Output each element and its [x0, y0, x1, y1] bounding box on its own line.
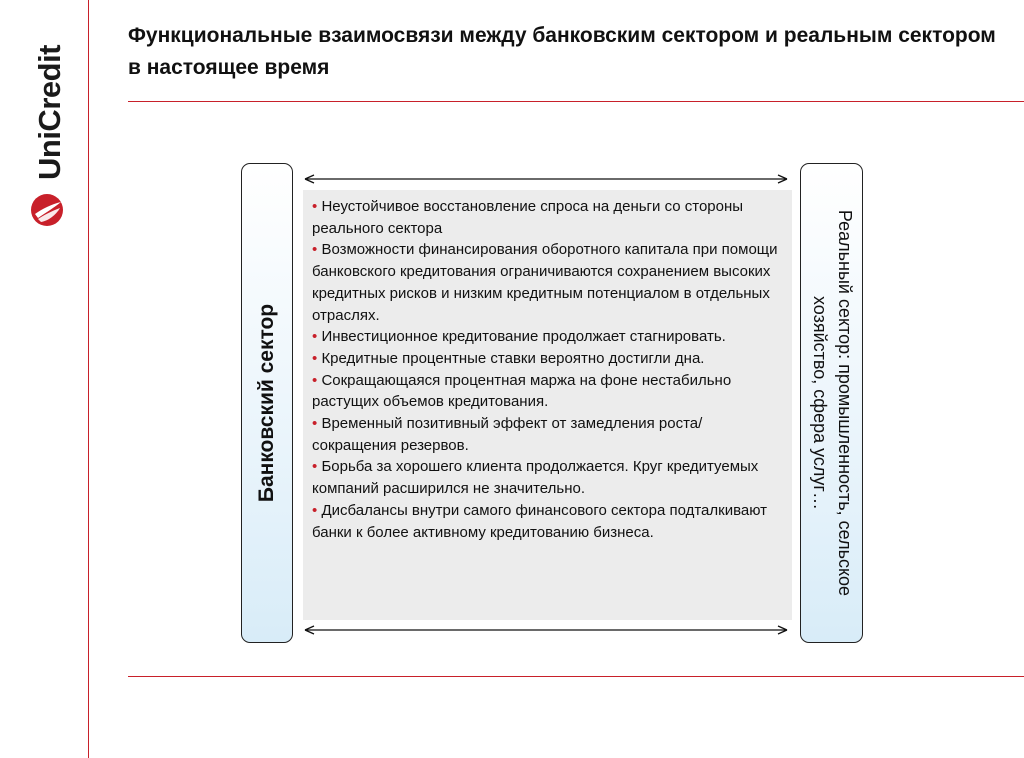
bullet-icon: •: [312, 371, 318, 389]
list-item: [312, 413, 784, 456]
list-item: [312, 326, 784, 348]
bottom-divider: [128, 676, 1024, 677]
relations-list: [312, 196, 784, 543]
list-item-text: Кредитные процентные ставки вероятно достигли дна.: [321, 349, 705, 367]
list-item: [312, 456, 784, 499]
list-item: [312, 196, 784, 239]
bullet-icon: •: [312, 415, 318, 433]
list-item-text: Временный позитивный эффект от замедления роста/сокращения резервов.: [312, 415, 703, 454]
list-item-text: Неустойчивое восстановление спроса на деньги со стороны реального сектора: [312, 198, 744, 237]
list-item-text: Борьба за хорошего клиента продолжается. Круг кредитуемых компаний расширился не значительно.: [312, 458, 759, 498]
list-item-text: Возможности финансирования оборотного капитала при помощи банковского кредитования ограничиваются сохранением высоких кредитных рисков и низким кредитным потенциалом в отдельных отраслях.: [312, 241, 778, 324]
list-item-text: Дисбалансы внутри самого финансового сектора подталкивают банки к более активному кредитованию бизнеса.: [312, 501, 768, 541]
bullet-icon: •: [312, 501, 318, 519]
real-sector-label-line2: хозяйство, сфера услуг…: [809, 296, 830, 510]
vertical-divider: [88, 0, 89, 758]
banking-sector-box: [241, 163, 293, 643]
bullet-icon: •: [312, 328, 318, 346]
real-sector-label: [807, 210, 857, 596]
relations-content-panel: [303, 190, 792, 620]
bullet-icon: •: [312, 458, 318, 476]
title-divider: [128, 101, 1024, 102]
list-item: [312, 239, 784, 326]
bullet-icon: •: [312, 198, 318, 215]
unicredit-mark-icon: [30, 193, 64, 227]
list-item-text: Инвестиционное кредитование продолжает стагнировать.: [321, 328, 726, 346]
list-item: [312, 500, 784, 543]
double-arrow-bottom-icon: [303, 623, 789, 637]
real-sector-label-line1: Реальный сектор: промышленность, сельское: [834, 209, 855, 597]
list-item: [312, 348, 784, 370]
page-title: Функциональные взаимосвязи между банковским сектором и реальным сектором в настоящее время: [128, 24, 996, 79]
bullet-icon: •: [312, 241, 318, 259]
list-item-text: Сокращающаяся процентная маржа на фоне нестабильно растущих объемов кредитования.: [312, 371, 732, 411]
double-arrow-top-icon: [303, 172, 789, 186]
banking-sector-label: Банковский сектор: [255, 303, 278, 503]
unicredit-logo: [18, 30, 74, 210]
real-sector-box: [800, 163, 863, 643]
logo-wordmark: UniCredit: [32, 45, 67, 180]
bullet-icon: •: [312, 349, 318, 367]
list-item: [312, 370, 784, 413]
